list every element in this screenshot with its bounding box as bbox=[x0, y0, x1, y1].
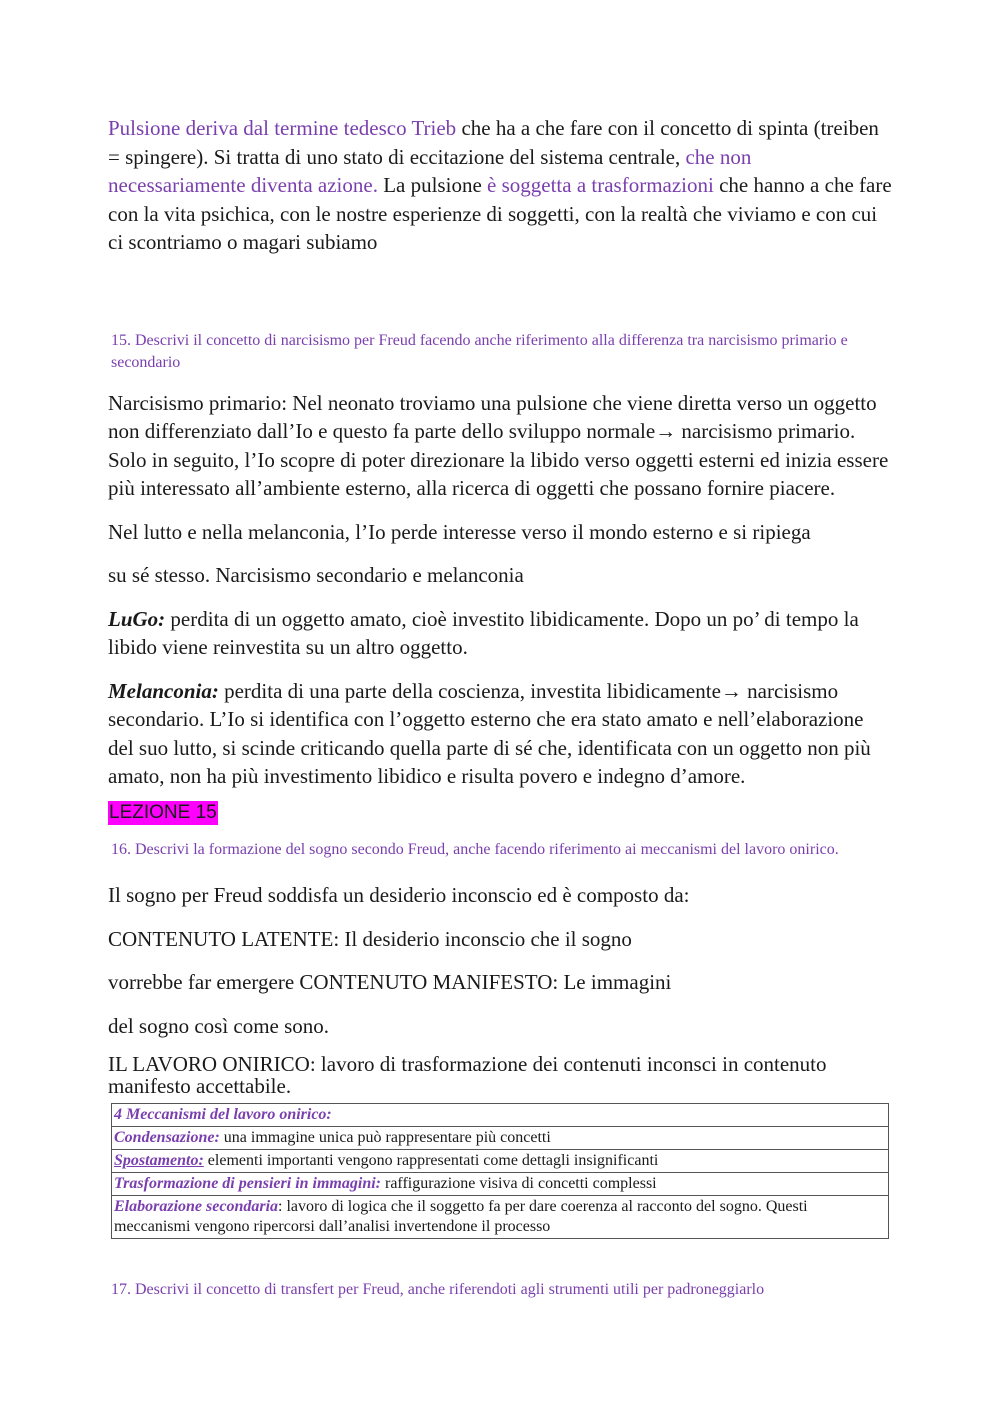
mechanism-term: Condensazione: bbox=[114, 1129, 220, 1146]
lesson-highlight: LEZIONE 15 bbox=[109, 801, 217, 823]
mechanism-term: Spostamento: bbox=[114, 1152, 204, 1169]
question-16-text: Descrivi la formazione del sogno secondo Freud, anche facendo riferimento ai meccanismi del lavoro onirico. bbox=[135, 840, 839, 858]
lugo-label: LuGo: bbox=[108, 606, 166, 631]
intro-highlight-trieb: Pulsione deriva dal termine tedesco Trieb bbox=[108, 116, 457, 140]
answer-16-paragraph-4: del sogno così come sono. bbox=[108, 1013, 330, 1038]
table-cell bbox=[112, 1196, 889, 1239]
lesson-heading bbox=[108, 801, 893, 825]
answer-16-paragraph-1: Il sogno per Freud soddisfa un desiderio inconscio ed è composto da: bbox=[108, 883, 690, 907]
mechanism-term: Trasformazione di pensieri in immagini: bbox=[114, 1175, 381, 1192]
intro-text-1: che ha a che fare con il concetto di spinta (treiben = spingere). Si tratta di uno stato di eccitazione del sistema centrale, bbox=[108, 116, 879, 169]
question-15-text: Descrivi il concetto di narcisismo per Freud facendo anche riferimento alla differenza tra narcisismo primario e secondario bbox=[111, 331, 848, 371]
intro-text-2: La pulsione bbox=[377, 173, 488, 197]
answer-15-lugo bbox=[108, 605, 893, 662]
table-row bbox=[112, 1196, 889, 1239]
table-cell bbox=[112, 1127, 889, 1150]
document-page bbox=[108, 114, 893, 1302]
table-row bbox=[112, 1173, 889, 1196]
intro-highlight-azione: che non necessariamente diventa azione. bbox=[108, 144, 752, 197]
question-16 bbox=[111, 839, 893, 862]
answer-16-paragraph-3: vorrebbe far emergere CONTENUTO MANIFESTO: Le immagini bbox=[108, 970, 672, 994]
intro-paragraph bbox=[108, 114, 893, 257]
mechanism-description: una immagine unica può rappresentare più concetti bbox=[219, 1129, 551, 1146]
question-16-number: 16. bbox=[111, 840, 131, 858]
table-cell bbox=[112, 1173, 889, 1196]
table-row bbox=[112, 1150, 889, 1173]
lugo-text: perdita di un oggetto amato, cioè investito libidicamente. Dopo un po’ di tempo la libido viene reinvestita su un altro oggetto. bbox=[108, 606, 859, 659]
mechanism-description: elementi importanti vengono rappresentati come dettagli insignificanti bbox=[203, 1152, 659, 1169]
mechanism-term: Elaborazione secondaria bbox=[114, 1198, 279, 1215]
mechanism-description: raffigurazione visiva di concetti complessi bbox=[381, 1175, 657, 1192]
mechanisms-table bbox=[111, 1103, 889, 1239]
question-17-text: Descrivi il concetto di transfert per Freud, anche riferendoti agli strumenti utili per padroneggiarlo bbox=[135, 1281, 765, 1298]
answer-15-paragraph-3: su sé stesso. Narcisismo secondario e melanconia bbox=[108, 563, 524, 587]
answer-16-paragraph-2: CONTENUTO LATENTE: Il desiderio inconscio che il sogno bbox=[108, 926, 632, 951]
intro-text-3: che hanno a che fare con la vita psichica, con le nostre esperienze di soggetti, con la realtà che viviamo e con cui ci scontriamo o magari subiamo bbox=[108, 173, 892, 254]
answer-15-melanconia bbox=[108, 677, 893, 791]
mechanisms-table-header: 4 Meccanismi del lavoro onirico: bbox=[112, 1104, 889, 1127]
table-cell bbox=[112, 1150, 889, 1173]
melanconia-text: perdita di una parte della coscienza, investita libidicamente→ narcisismo secondario. L’Io si identifica con l’oggetto esterno che era stato amato e nell’elaborazione del suo lutto, si scinde criticando quella parte di sé che, identificata con un oggetto non più amato, non ha più investimento libidico e risulta povero e indegno d’amore. bbox=[108, 678, 871, 788]
mechanisms-table-header-row bbox=[112, 1104, 889, 1127]
answer-16-paragraph-5: IL LAVORO ONIRICO: lavoro di trasformazione dei contenuti inconsci in contenuto manifesto accettabile. bbox=[108, 1052, 827, 1098]
intro-highlight-trasformazioni: è soggetta a trasformazioni bbox=[487, 173, 714, 197]
answer-15-paragraph-1: Narcisismo primario: Nel neonato troviamo una pulsione che viene diretta verso un oggetto non differenziato dall’Io e questo fa parte dello sviluppo normale→ narcisismo primario. Solo in seguito, l’Io scopre di poter direzionare la libido verso oggetti esterni ed inizia essere più interessato all’ambiente esterno, alla ricerca di oggetti che possano fornire piacere. bbox=[108, 390, 889, 500]
mechanism-description: : lavoro di logica che il soggetto fa per dare coerenza al racconto del sogno. Questi meccanismi vengono ripercorsi dall’analisi invertendone il processo bbox=[114, 1198, 808, 1235]
answer-15-paragraph-2: Nel lutto e nella melanconia, l’Io perde interesse verso il mondo esterno e si ripiega bbox=[108, 519, 811, 544]
table-row bbox=[112, 1127, 889, 1150]
question-17-number: 17. bbox=[111, 1281, 131, 1298]
melanconia-label: Melanconia: bbox=[108, 678, 219, 703]
question-15-number: 15. bbox=[111, 331, 131, 349]
question-15 bbox=[111, 330, 893, 375]
question-17 bbox=[111, 1279, 893, 1302]
